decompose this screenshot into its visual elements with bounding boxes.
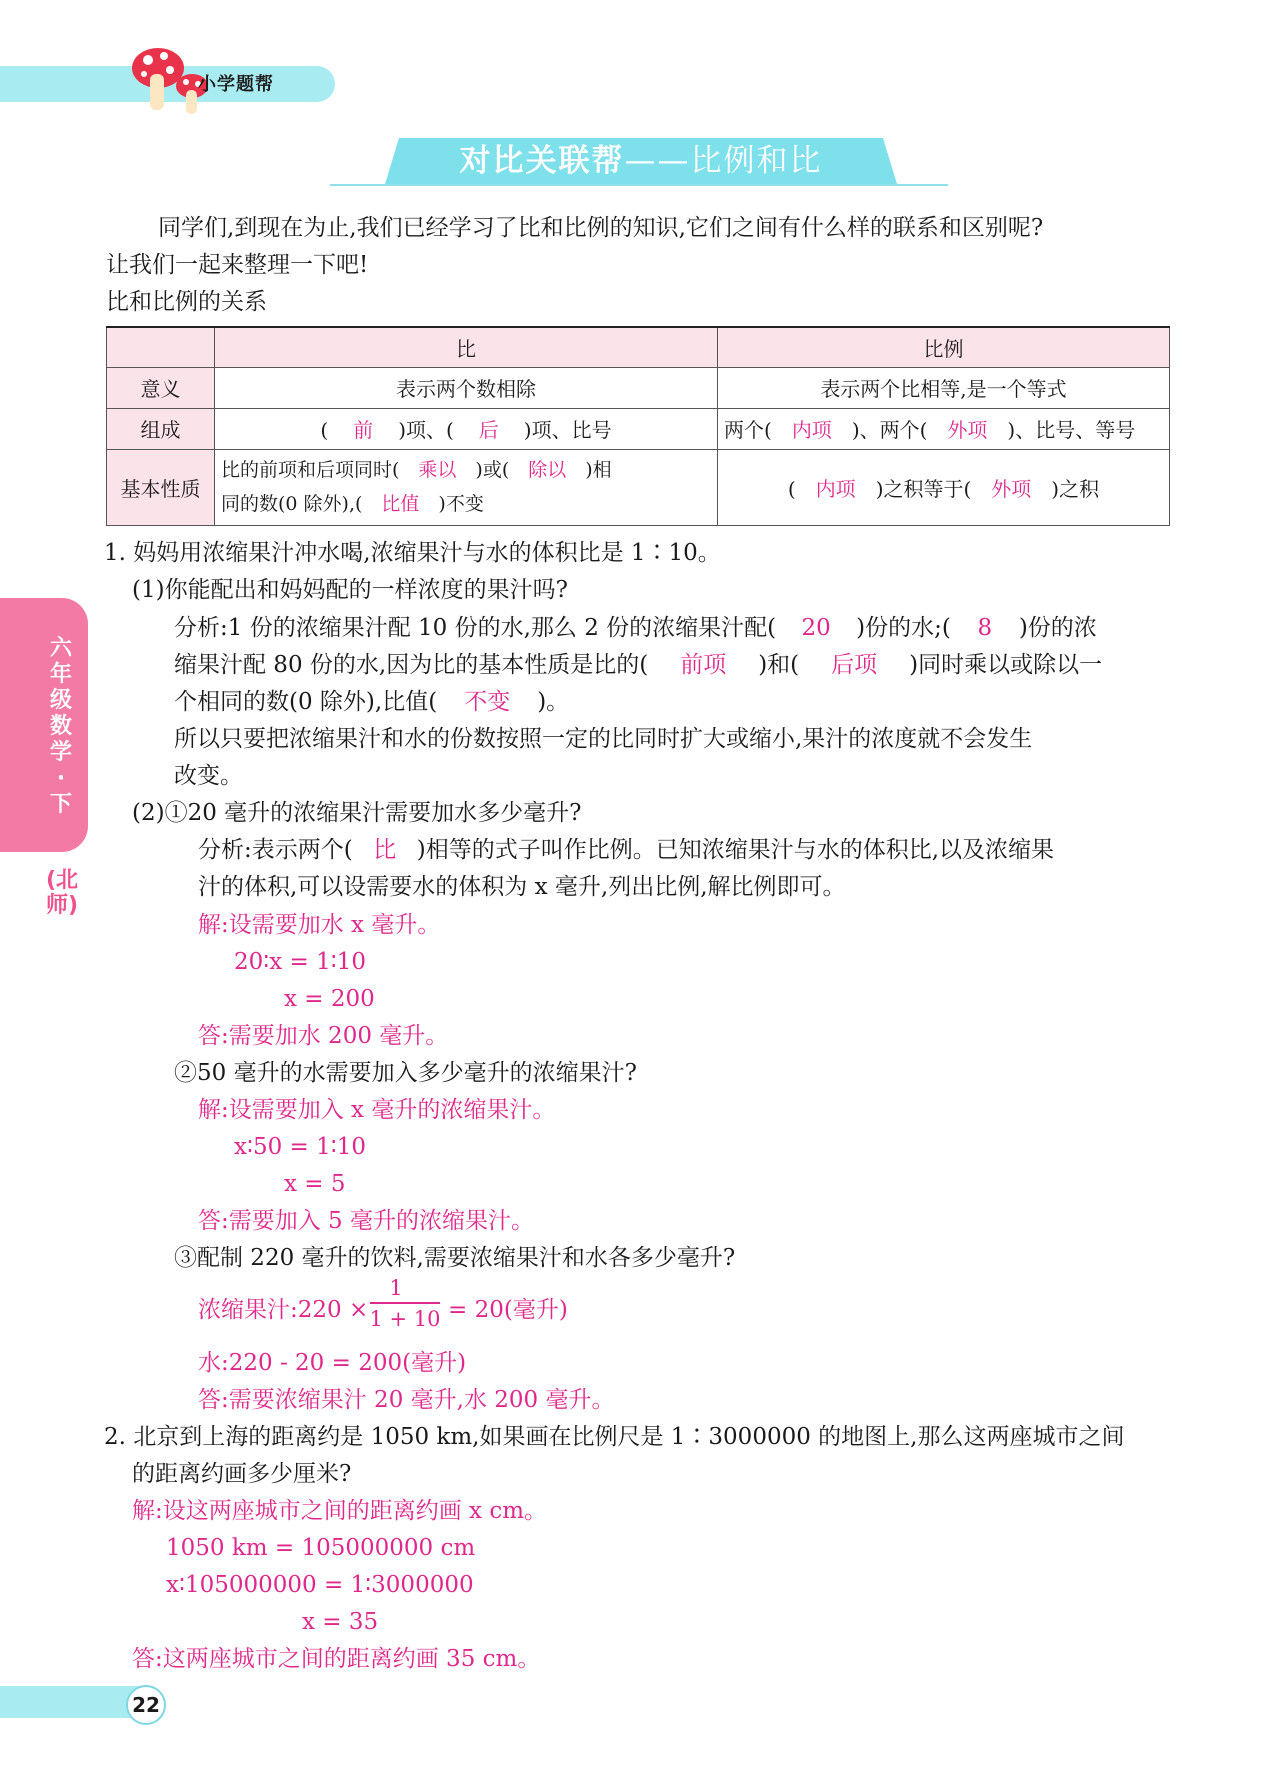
- brand-title: 小学题帮: [198, 74, 274, 95]
- col-header-proportion: 比例: [718, 327, 1170, 367]
- blank-answer: 比值: [381, 493, 420, 515]
- solution-line: 20∶x = 1∶10: [234, 949, 367, 975]
- section-title: 对比关联帮——比例和比: [459, 143, 823, 179]
- q1-part1-analysis-line1: 分析:1 份的浓缩果汁配 10 份的水,那么 2 份的浓缩果汁配( 20 )份的水;( 8 )份的浓: [174, 615, 1097, 641]
- answer-line: 答:需要加入 5 毫升的浓缩果汁。: [198, 1208, 535, 1234]
- table-corner: [107, 327, 215, 367]
- cell-ratio-meaning: 表示两个数相除: [215, 367, 718, 408]
- q1-part2-analysis-line1: 分析:表示两个( 比 )相等的式子叫作比例。已知浓缩果汁与水的体积比,以及浓缩果: [198, 837, 1055, 863]
- table-heading: 比和比例的关系: [106, 289, 267, 315]
- row-label-composition: 组成: [107, 408, 215, 449]
- solution-line: x∶50 = 1∶10: [234, 1134, 367, 1160]
- solution-line: 解:设这两座城市之间的距离约画 x cm。: [132, 1498, 548, 1524]
- solution-line: 1050 km = 105000000 cm: [166, 1535, 476, 1561]
- cell-ratio-property: 比的前项和后项同时( 乘以 )或( 除以 )相 同的数(0 除外),( 比值 )不变: [215, 449, 718, 525]
- fraction-bar: [370, 1302, 440, 1304]
- side-tab-grade: 六年级数学·下: [49, 636, 72, 817]
- answer-line: 答:需要加水 200 毫升。: [198, 1023, 449, 1049]
- q1-part2-analysis-line2: 汁的体积,可以设需要水的体积为 x 毫升,列出比例,解比例即可。: [198, 874, 846, 900]
- banner-rule: [330, 184, 948, 186]
- page-number: 22: [126, 1685, 166, 1725]
- q2-stem-line2: 的距离约画多少厘米?: [132, 1461, 352, 1487]
- blank-answer: 前项: [680, 652, 727, 678]
- blank-answer: 外项: [947, 418, 988, 442]
- answer-line: 答:需要浓缩果汁 20 毫升,水 200 毫升。: [198, 1387, 615, 1413]
- intro-line-1: 同学们,到现在为止,我们已经学习了比和比例的知识,它们之间有什么样的联系和区别呢?: [158, 215, 1044, 241]
- q1-part2-label: (2)①20 毫升的浓缩果汁需要加水多少毫升?: [132, 800, 582, 826]
- q1-part1-analysis-line2: 缩果汁配 80 份的水,因为比的基本性质是比的( 前项 )和( 后项 )同时乘以或除以一: [174, 652, 1103, 678]
- cell-ratio-composition: ( 前 )项、( 后 )项、比号: [215, 408, 718, 449]
- cell-proportion-meaning: 表示两个比相等,是一个等式: [718, 367, 1170, 408]
- blank-answer: 后: [478, 418, 499, 442]
- row-label-property: 基本性质: [107, 449, 215, 525]
- blank-answer: 外项: [991, 476, 1032, 501]
- q1-part1-analysis-line5: 改变。: [174, 763, 243, 789]
- answer-line: 答:这两座城市之间的距离约画 35 cm。: [132, 1646, 541, 1672]
- q1-part1-analysis-line4: 所以只要把浓缩果汁和水的份数按照一定的比同时扩大或缩小,果汁的浓度就不会发生: [174, 726, 1033, 752]
- cell-proportion-composition: 两个( 内项 )、两个( 外项 )、比号、等号: [718, 408, 1170, 449]
- solution-line: x = 200: [284, 986, 375, 1012]
- cell-proportion-property: ( 内项 )之积等于( 外项 )之积: [718, 449, 1170, 525]
- blank-answer: 除以: [528, 459, 567, 481]
- solution-line: 水:220 - 20 = 200(毫升): [198, 1350, 467, 1376]
- blank-answer: 8: [977, 615, 993, 641]
- fraction-numerator: 1: [389, 1276, 403, 1300]
- solution-line: x = 35: [302, 1609, 379, 1635]
- side-tab-edition: (北师): [46, 868, 79, 918]
- blank-answer: 前: [353, 418, 374, 442]
- solution-line: 解:设需要加水 x 毫升。: [198, 912, 441, 938]
- fraction-denominator: 1 + 10: [369, 1307, 441, 1331]
- row-label-meaning: 意义: [107, 367, 215, 408]
- ratio-proportion-table: [106, 326, 1170, 526]
- blank-answer: 内项: [791, 418, 832, 442]
- blank-answer: 20: [801, 615, 831, 641]
- col-header-ratio: 比: [215, 327, 718, 367]
- solution-line: x∶105000000 = 1∶3000000: [166, 1572, 474, 1598]
- solution-line-fraction: 浓缩果汁:220 ×: [198, 1297, 369, 1323]
- q2-stem-line1: 2. 北京到上海的距离约是 1050 km,如果画在比例尺是 1∶3000000 的地图上,那么这两座城市之间: [104, 1424, 1125, 1450]
- solution-line: 解:设需要加入 x 毫升的浓缩果汁。: [198, 1097, 556, 1123]
- q1-part1-label: (1)你能配出和妈妈配的一样浓度的果汁吗?: [132, 577, 568, 603]
- blank-answer: 乘以: [418, 459, 457, 481]
- q1-part2c-question: ③配制 220 毫升的饮料,需要浓缩果汁和水各多少毫升?: [174, 1245, 736, 1271]
- blank-answer: 比: [373, 837, 397, 863]
- intro-line-2: 让我们一起来整理一下吧!: [106, 252, 369, 278]
- solution-line: x = 5: [284, 1171, 346, 1197]
- q1-part1-analysis-line3: 个相同的数(0 除外),比值( 不变 )。: [174, 689, 570, 715]
- q1-stem: 1. 妈妈用浓缩果汁冲水喝,浓缩果汁与水的体积比是 1∶10。: [104, 540, 721, 566]
- solution-line-fraction-result: = 20(毫升): [448, 1297, 568, 1323]
- q1-part2b-question: ②50 毫升的水需要加入多少毫升的浓缩果汁?: [174, 1060, 637, 1086]
- blank-answer: 后项: [831, 652, 878, 678]
- blank-answer: 内项: [815, 476, 856, 501]
- blank-answer: 不变: [464, 689, 511, 715]
